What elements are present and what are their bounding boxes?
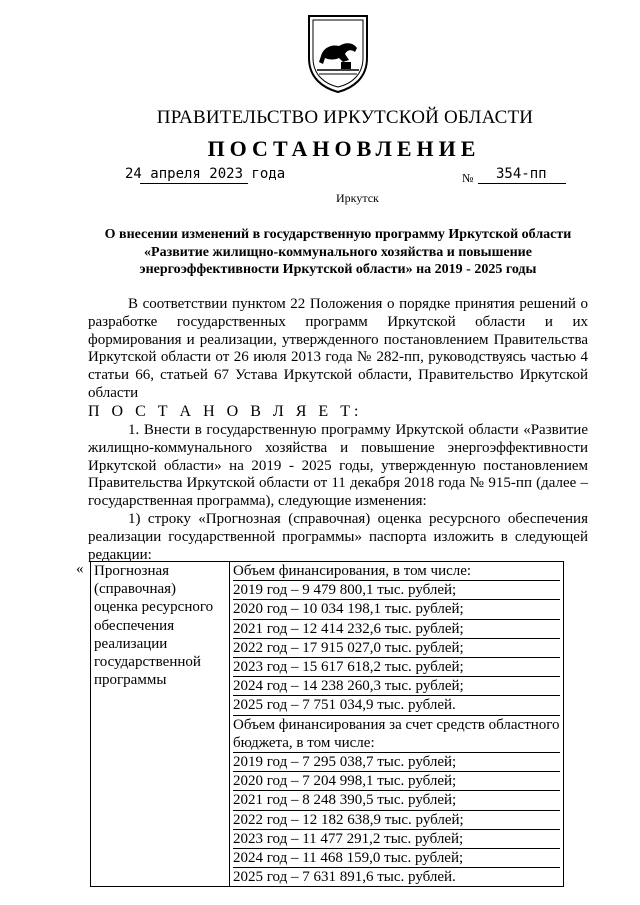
value-cell [230, 562, 564, 887]
value-line: 2023 год – 15 617 618,2 тыс. рублей; [233, 658, 560, 677]
value-line: 2020 год – 10 034 198,1 тыс. рублей; [233, 600, 560, 619]
label-line: (справочная) [94, 581, 177, 598]
item-1-1-paragraph: 1) строку «Прогнозная (справочная) оценка ресурсного обеспечения реализации государственной программы» паспорта изложить в следующей редакции: [88, 511, 588, 563]
passport-table [90, 561, 564, 887]
label-line: Прогнозная [94, 563, 170, 579]
label-line: реализации [94, 635, 168, 652]
opening-quote: « [76, 561, 84, 577]
value-line: 2022 год – 17 915 027,0 тыс. рублей; [233, 639, 560, 658]
value-line: 2024 год – 11 468 159,0 тыс. рублей; [233, 849, 560, 868]
value-line: 2020 год – 7 204 998,1 тыс. рублей; [233, 772, 560, 791]
value-line: 2023 год – 11 477 291,2 тыс. рублей; [233, 830, 560, 849]
city: Иркутск [336, 191, 379, 205]
number-underline [478, 183, 566, 184]
value-line: 2025 год – 7 631 891,6 тыс. рублей. [233, 869, 456, 886]
document-type: ПОСТАНОВЛЕНИЕ [207, 136, 481, 161]
table-row [91, 562, 564, 887]
label-line: программы [94, 672, 167, 689]
value-line: 2021 год – 12 414 232,6 тыс. рублей; [233, 620, 560, 639]
document-title: О внесении изменений в государственную программу Иркутской области «Развитие жилищно-коммунального хозяйства и повышение энергоэффективности Иркутской области» на 2019 - 2025 годы [104, 227, 572, 277]
value-line: 2019 год – 9 479 800,1 тыс. рублей; [233, 581, 560, 600]
value-line: бюджета, в том числе: [233, 734, 560, 753]
value-line: 2024 год – 14 238 260,3 тыс. рублей; [233, 677, 560, 696]
value-line: Объем финансирования, в том числе: [233, 562, 560, 581]
value-line: 2021 год – 8 248 390,5 тыс. рублей; [233, 791, 560, 810]
government-name: ПРАВИТЕЛЬСТВО ИРКУТСКОЙ ОБЛАСТИ [156, 107, 534, 128]
value-line: 2019 год – 7 295 038,7 тыс. рублей; [233, 753, 560, 772]
date-underline [140, 183, 248, 184]
label-cell [91, 562, 230, 887]
document-date: 24 апреля 2023 года [125, 166, 286, 182]
label-line: государственной [94, 654, 201, 671]
preamble-paragraph: В соответствии пунктом 22 Положения о порядке принятия решений о разработке государственных программ Иркутской области и их формирования и реализации, утвержденного постановлением Правительства Иркутской области от 26 июля 2013 года № 282-пп, руководствуясь частью 4 статьи 66, статьей 67 Устава Иркутской области, Правительство Иркутской области [88, 296, 588, 401]
value-line: Объем финансирования за счет средств областного [233, 716, 560, 733]
label-line: оценка ресурсного [94, 599, 214, 616]
value-line: 2025 год – 7 751 034,9 тыс. рублей. [233, 696, 560, 715]
label-line: обеспечения [94, 617, 175, 634]
item-1-paragraph: 1. Внести в государственную программу Иркутской области «Развитие жилищно-коммунального хозяйства и повышение энергоэффективности Иркутской области» на 2019 - 2025 годы, утвержденную постановлением Правительства Иркутской области от 11 декабря 2018 года № 915-пп (далее – государственная программа), следующие изменения: [88, 422, 588, 510]
document-number: 354-пп [496, 166, 547, 182]
number-label: № [462, 171, 474, 185]
coat-of-arms-icon [303, 12, 373, 94]
decree-word: П О С Т А Н О В Л Я Е Т: [88, 403, 363, 420]
value-line: 2022 год – 12 182 638,9 тыс. рублей; [233, 811, 560, 830]
